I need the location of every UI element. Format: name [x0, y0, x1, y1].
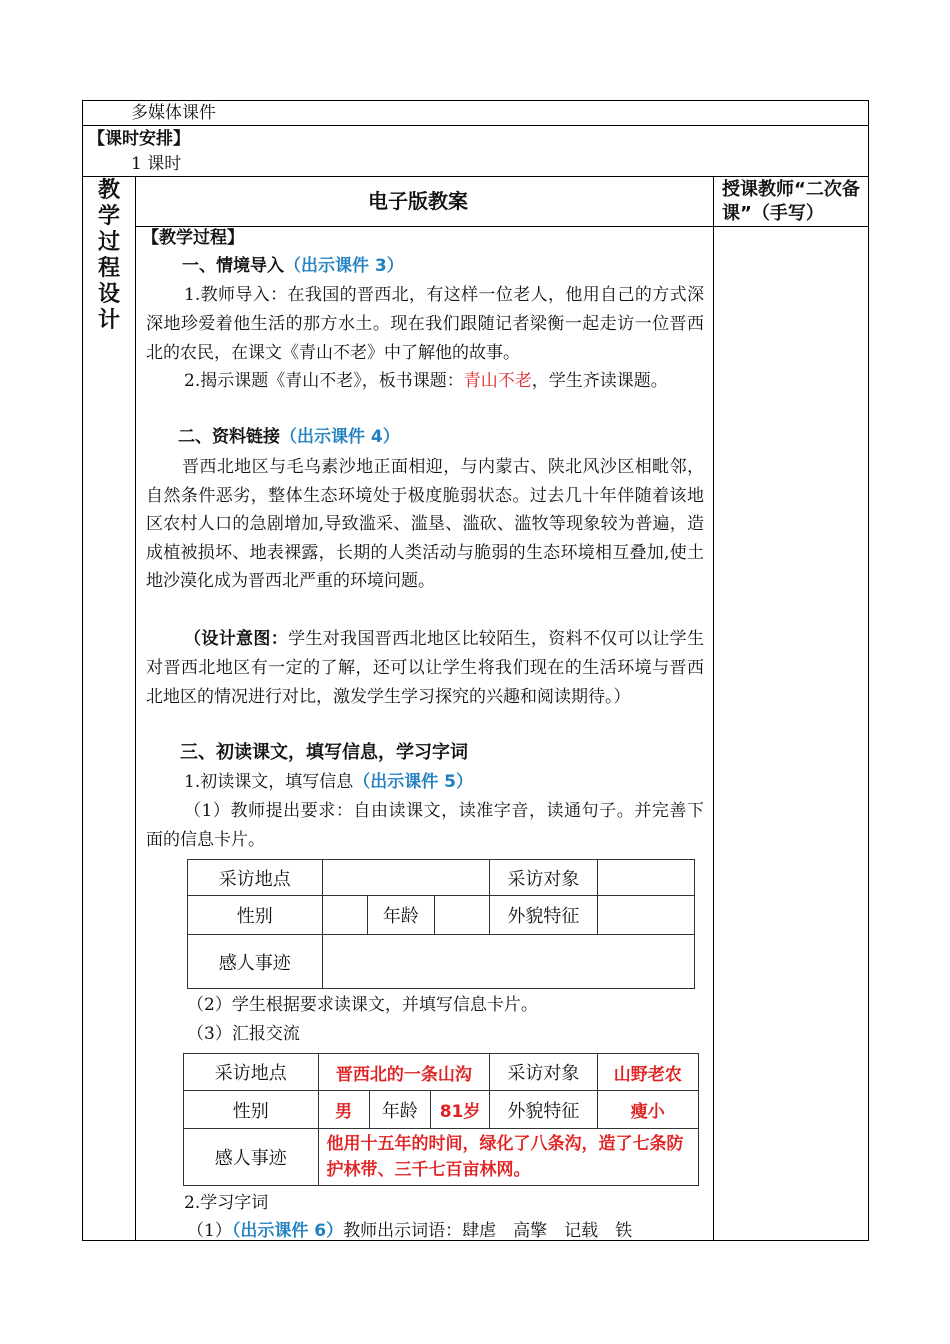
- multimedia-text: 多媒体课件: [131, 103, 216, 123]
- schedule-header: 【课时安排】: [88, 129, 190, 149]
- filled-age-label: 年龄: [369, 1091, 430, 1129]
- blank-age-label: 年龄: [367, 896, 434, 935]
- section-2-heading: [178, 426, 400, 448]
- left-column-label: 教学过程设计: [97, 178, 120, 333]
- section-3-title: 三、初读课文，填写信息，学习字词: [180, 742, 468, 763]
- section-3-item-1: [184, 771, 473, 793]
- section-3-item-1-text: 1.初读课文，填写信息: [184, 772, 354, 792]
- table-top-border: [82, 100, 869, 101]
- filled-gender-value: 男: [318, 1091, 369, 1129]
- info-card-blank: [187, 859, 695, 989]
- blank-place-label: 采访地点: [188, 860, 323, 896]
- filled-deeds-label: 感人事迹: [184, 1129, 319, 1186]
- filled-deeds-value: 他用十五年的时间，绿化了八条沟，造了七条防护林带、三千七百亩林网。: [318, 1129, 698, 1186]
- section-3-item-5-tag: （出示课件 6）: [231, 1221, 344, 1241]
- header-divider: [135, 226, 869, 227]
- blank-deeds-value[interactable]: [322, 935, 694, 989]
- blank-deeds-label: 感人事迹: [188, 935, 323, 989]
- filled-appearance-value: 瘦小: [597, 1091, 698, 1129]
- section-3-item-2: （2）学生根据要求读课文，并填写信息卡片。: [187, 995, 538, 1015]
- section-3-item-5: [187, 1220, 632, 1242]
- side-title: 授课教师“二次备课”（手写）: [722, 179, 860, 224]
- section-1-heading: [182, 255, 404, 277]
- filled-target-value: 山野老农: [597, 1054, 698, 1091]
- section-2-intent-label: （设计意图：: [184, 629, 289, 649]
- blank-appearance-value[interactable]: [597, 896, 694, 935]
- blank-appearance-label: 外貌特征: [490, 896, 597, 935]
- row-divider-2: [82, 176, 869, 177]
- section-3-item-5-b: 教师出示词语：肆虐 高擎 记载 铁: [343, 1221, 633, 1241]
- side-col-divider: [713, 176, 714, 1241]
- main-title: 电子版教案: [368, 189, 468, 213]
- section-1-title: 一、情境导入: [182, 256, 284, 276]
- section-2-title: 二、资料链接: [178, 427, 280, 447]
- section-2-intent: [146, 625, 704, 712]
- filled-place-value: 晋西北的一条山沟: [318, 1054, 490, 1091]
- section-2-paragraph: 晋西北地区与毛乌素沙地正面相迎，与内蒙古、陕北风沙区相毗邻，自然条件恶劣，整体生态环境处于极度脆弱状态。过去几十年伴随着该地区农村人口的急剧增加,导致滥采、滥垦、滥砍、滥牧等现象较为普遍，造成植被损坏、地表裸露，长期的人类活动与脆弱的生态环境相互叠加,使土地沙漠化成为晋西北严重的环境问题。: [146, 457, 704, 591]
- section-1-p2-text-a: 2.揭示课题《青山不老》，板书课题：: [184, 371, 464, 391]
- section-3-item-5-a: （1）: [187, 1221, 232, 1241]
- info-card-filled: [183, 1053, 699, 1186]
- table-left-border: [82, 100, 83, 1241]
- blank-gender-label: 性别: [188, 896, 323, 935]
- blank-target-label: 采访对象: [490, 860, 597, 896]
- section-2-tag: （出示课件 4）: [280, 427, 400, 447]
- filled-place-label: 采访地点: [184, 1054, 319, 1091]
- filled-gender-label: 性别: [184, 1091, 319, 1129]
- section-3-item-1-tag: （出示课件 5）: [353, 772, 473, 792]
- section-3-item-4: 2.学习字词: [184, 1193, 269, 1213]
- process-header: 【教学过程】: [142, 228, 244, 248]
- filled-target-label: 采访对象: [490, 1054, 597, 1091]
- section-1-tag: （出示课件 3）: [284, 256, 404, 276]
- filled-age-value: 81岁: [430, 1091, 489, 1129]
- left-col-divider: [135, 176, 136, 1241]
- blank-target-value[interactable]: [597, 860, 694, 896]
- section-3-item-3: （3）汇报交流: [187, 1024, 300, 1044]
- schedule-value: 1 课时: [131, 154, 182, 174]
- blank-place-value[interactable]: [322, 860, 490, 896]
- filled-appearance-label: 外貌特征: [490, 1091, 597, 1129]
- section-1-paragraph-2: [146, 367, 704, 396]
- section-3-item-1-paragraph: （1）教师提出要求：自由读课文，读准字音，读通句子。并完善下面的信息卡片。: [146, 801, 704, 850]
- section-1-p2-text-b: ，学生齐读课题。: [531, 371, 668, 391]
- section-1-p2-red: 青山不老: [463, 371, 532, 391]
- section-1-paragraph-1: 1.教师导入：在我国的晋西北，有这样一位老人，他用自己的方式深深地珍爱着他生活的那方水土。现在我们跟随记者梁衡一起走访一位晋西北的农民，在课文《青山不老》中了解他的故事。: [146, 285, 704, 363]
- blank-gender-value[interactable]: [322, 896, 367, 935]
- table-right-border: [868, 100, 869, 1241]
- section-2-intent-text: 学生对我国晋西北地区比较陌生，资料不仅可以让学生对晋西北地区有一定的了解，还可以让学生将我们现在的生活环境与晋西北地区的情况进行对比，激发学生学习探究的兴趣和阅读期待。）: [146, 629, 705, 707]
- blank-age-value[interactable]: [434, 896, 489, 935]
- row-divider-1: [82, 125, 869, 126]
